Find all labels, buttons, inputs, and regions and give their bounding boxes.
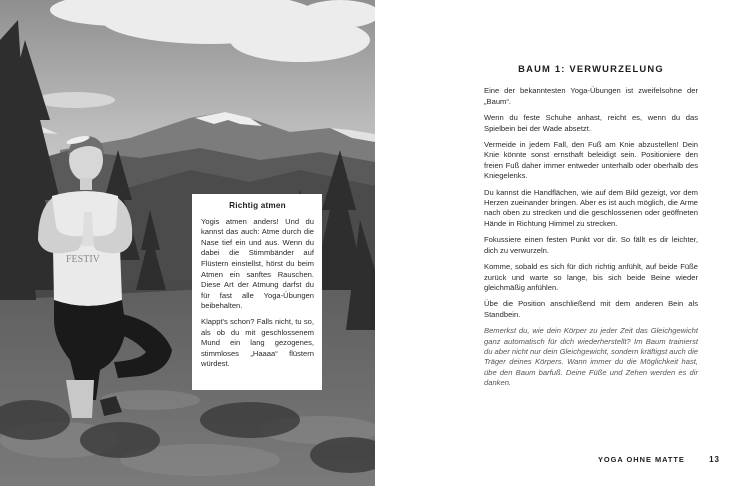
sidebar-paragraph: Yogis atmen anders! Und du kannst das auch: Atme durch die Nase tief ein und aus. Wenn du dabei die Stimmbänder auf Flüstern einstellst, hörst du beim Atmen ein sanftes Rauschen. Diese Art der Atmung darfst du für fast alle Yoga-Übungen beibehalten. [201,216,314,311]
breathing-tip-box [192,194,322,390]
article-note: Bemerkst du, wie dein Körper zu jeder Zeit das Gleichgewicht ganz automatisch für dich wiederherstellt? Im Baum trainierst du aber nicht nur dein Gleichgewicht, sondern kräftigst auch die Träger deines Körpers. Wann immer du die Möglichkeit hast, übe den Baum barfuß. Deine Füße und Zehen werden es dir danken. [484,326,699,388]
sidebar-paragraph: Klappt's schon? Falls nicht, tu so, als ob du mit geschlossenem Mund ein lang gezogenes, stimmloses „Haaaa“ flüstern würdest. [201,316,314,369]
article-paragraph: Du kannst die Handflächen, wie auf dem Bild gezeigt, vor dem Herzen zueinander bringen. Aber es ist auch möglich, die Arme nach oben zu strecken und die geschlossenen oder geöffneten Hände in Richtung Himmel zu strecken. [484,187,698,228]
svg-text:FESTIV: FESTIV [66,254,100,265]
article-paragraph: Vermeide in jedem Fall, den Fuß am Knie abzustellen! Dein Knie könnte sonst ernsthaft beleidigt sein. Positioniere den freien Fuß daher immer entweder unterhalb oder oberhalb des Kniegelenks. [484,140,698,181]
article-paragraph: Fokussiere einen festen Punkt vor dir. So fällt es dir leichter, dich zu verwurzeln. [484,235,698,255]
page-number: 13 [709,455,720,464]
article-paragraph: Komme, sobald es sich für dich richtig anfühlt, auf beide Füße zurück und warte so lange, bis sich beide Beine wieder gleichmäßig anfühlen. [484,262,698,292]
article-paragraph: Übe die Position anschließend mit dem anderen Bein als Standbein. [484,299,698,319]
article-paragraph: Eine der bekanntesten Yoga-Übungen ist zweifelsohne der „Baum“. [484,86,698,106]
page-footer [598,455,720,467]
article-paragraph: Wenn du feste Schuhe anhast, reicht es, wenn du das Spielbein bei der Wade absetzt. [484,113,698,133]
book-title: YOGA OHNE MATTE [598,455,685,464]
article [484,64,698,395]
article-heading: BAUM 1: VERWURZELUNG [518,63,664,74]
sidebar-title: Richtig atmen [229,201,286,210]
